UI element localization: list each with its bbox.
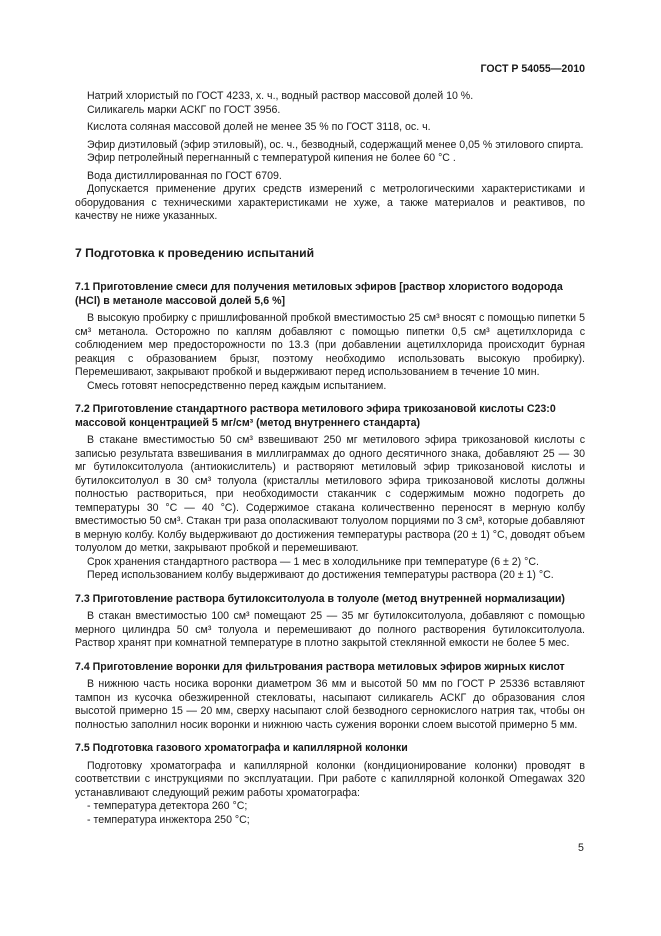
- list-item: - температура детектора 260 °С;: [87, 800, 248, 812]
- list-item: - температура инжектора 250 °С;: [87, 813, 250, 826]
- paragraph: В нижнюю часть носика воронки диаметром 36 мм и высотой 50 мм по ГОСТ Р 25336 вставляют тампон из кусочка обезжиренной стекловаты, насыпают силикагель АСКГ до образования слоя высотой примерно 15 — 20 мм, сверху насыпают слой безводного сернокислого натрия так, чтобы он полностью заполнил носик воронки и нижнюю часть сужения воронки слоем высотой примерно 5 мм.: [75, 678, 585, 731]
- text-line: Кислота соляная массовой долей не менее 35 % по ГОСТ 3118, ос. ч.: [87, 121, 431, 133]
- text-line: Натрий хлористый по ГОСТ 4233, х. ч., водный раствор массовой долей 10 %.: [87, 90, 474, 102]
- section-heading-7: 7 Подготовка к проведению испытаний: [75, 245, 315, 260]
- subsection-heading-7-3: 7.3 Приготовление раствора бутилокситолуола в толуоле (метод внутренней нормализации): [75, 592, 565, 605]
- paragraph: Подготовку хроматографа и капиллярной колонки (кондиционирование колонки) проводят в соответствии с инструкциями по эксплуатации. При работе с капиллярной колонкой Omegawax 320 устанавливают следующий режим работы хроматографа:: [75, 759, 585, 799]
- text-line: Силикагель марки АСКГ по ГОСТ 3956.: [87, 103, 281, 116]
- subsection-heading-7-2: 7.2 Приготовление стандартного раствора метилового эфира трикозановой кислоты С23:0 массовой концентрацией 5 мг/см³ (метод внутреннего стандарта): [75, 403, 556, 429]
- paragraph: Срок хранения стандартного раствора — 1 мес в холодильнике при температуре (6 ± 2) °С.: [87, 555, 539, 568]
- text-line: Эфир диэтиловый (эфир этиловый), ос. ч., безводный, содержащий менее 0,05 % этилового спирта.: [87, 138, 584, 151]
- document-header: ГОСТ Р 54055—2010: [480, 63, 585, 75]
- paragraph: В стакан вместимостью 100 см³ помещают 25 — 35 мг бутилокситолуола, добавляют с помощью мерного цилиндра 50 см³ толуола и перемешивают до полного растворения бутилокситолуола. Раствор хранят при комнатной температуре в плотно закрытой стеклянной емкости не более 5 мес.: [75, 610, 585, 649]
- page-number: 5: [578, 842, 584, 854]
- paragraph: В стакане вместимостью 50 см³ взвешивают 250 мг метилового эфира трикозановой кислоты с записью результата взвешивания в миллиграммах до одного десятичного знака, добавляют 25 — 30 мг бутилокситолуола (антиокислитель) и растворяют метиловый эфир трикозановой кислоты и бутилокситолуол в 30 см³ толуола (кристаллы метилового эфира трикозановой кислоты должны полностью раствориться, при необходимости стаканчик с содержимым можно подогреть до температуры 30 °С — 40 °С). Содержимое стакана количественно переносят в мерную колбу вместимостью 50 см³. Стакан три раза ополаскивают толуолом порциями по 3 см³, которые добавляют в мерную колбу. Колбу выдерживают до достижения температуры раствора (20 ± 1) °С, доводят объем толуолом до метки, закрывают пробкой и перемешивают.: [75, 434, 585, 554]
- subsection-heading-7-5: 7.5 Подготовка газового хроматографа и капиллярной колонки: [75, 742, 408, 754]
- paragraph: Допускается применение других средств измерений с метрологическими характеристиками и оборудования с техническими характеристиками не хуже, а также материалов и реактивов, по качеству не ниже указанных.: [75, 183, 585, 222]
- paragraph: В высокую пробирку с пришлифованной пробкой вместимостью 25 см³ вносят с помощью пипетки 5 см³ метанола. Осторожно по каплям добавляют с помощью пипетки 0,5 см³ ацетилхлорида с соблюдением мер предосторожности по 13.3 (при добавлении ацетилхлорида происходит бурная реакция с образованием брызг, поэтому необходимо использовать высокую пробирку). Перемешивают, закрывают пробкой и выдерживают перед использованием в течение 10 мин.: [75, 312, 585, 378]
- paragraph: Перед использованием колбу выдерживают до достижения температуры раствора (20 ± 1) °С.: [87, 569, 554, 581]
- text-line: Вода дистиллированная по ГОСТ 6709.: [87, 169, 282, 182]
- page-body: [75, 90, 585, 827]
- text-line: Эфир петролейный перегнанный с температурой кипения не более 60 °С .: [87, 152, 456, 164]
- paragraph: Смесь готовят непосредственно перед каждым испытанием.: [87, 379, 387, 392]
- subsection-heading-7-1: 7.1 Приготовление смеси для получения метиловых эфиров [раствор хлористого водорода (НСl) в метаноле массовой долей 5,6 %]: [75, 281, 563, 307]
- subsection-heading-7-4: 7.4 Приготовление воронки для фильтрования раствора метиловых эфиров жирных кислот: [75, 660, 565, 673]
